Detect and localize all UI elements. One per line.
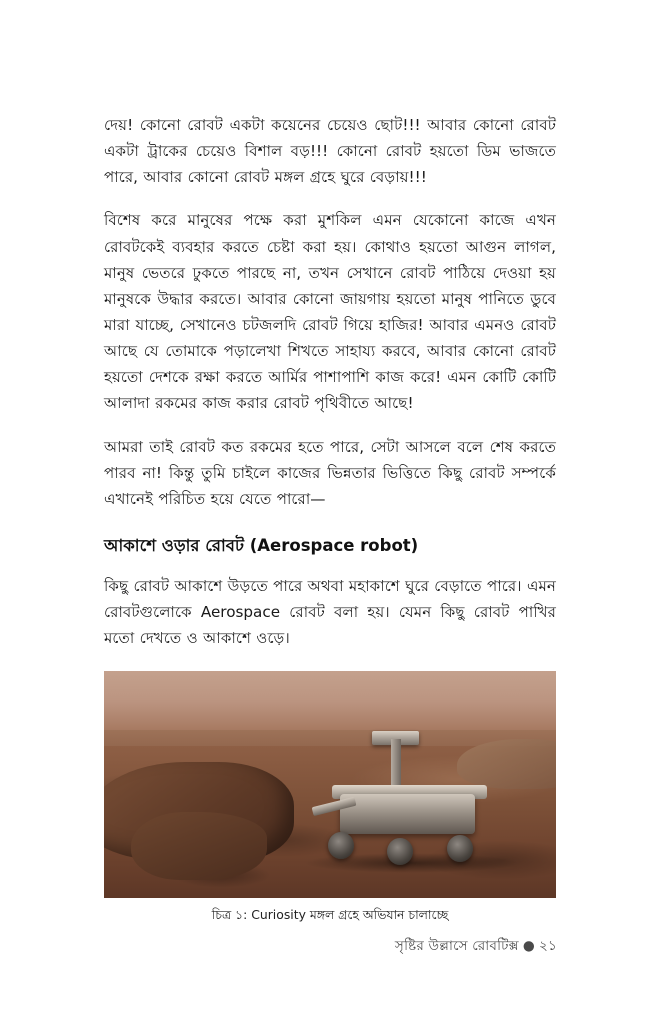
page-footer [395, 935, 557, 958]
rover-wheel [447, 835, 473, 862]
figure-caption: চিত্র ১: Curiosity মঙ্গল গ্রহে অভিযান চালাচ্ছে [211, 907, 449, 923]
rover-wheel [387, 838, 413, 865]
figure-block [104, 671, 556, 927]
footer-separator: ● [522, 938, 535, 954]
body-paragraph-1: দেয়! কোনো রোবট একটা কয়েনের চেয়েও ছোট!!! আবার কোনো রোবট একটা ট্রাকের চেয়েও বিশাল বড়!!! কোনো রোবট হয়তো ডিম ভাজতে পারে, আবার কোনো রোবট মঙ্গল গ্রহে ঘুরে বেড়ায়!!! [104, 116, 556, 187]
rover-mast [391, 739, 401, 790]
section-heading: আকাশে ওড়ার রোবট (Aerospace robot) [104, 535, 419, 555]
footer-book-title: সৃষ্টির উল্লাসে রোবটিক্স [394, 938, 519, 954]
mars-rover-photo [104, 671, 556, 898]
body-paragraph-3: আমরা তাই রোবট কত রকমের হতে পারে, সেটা আসলে বলে শেষ করতে পারব না! কিন্তু তুমি চাইলে কাজের ভিন্নতার ভিত্তিতে কিছু রোবট সম্পর্কে এখানেই পরিচিত হয়ে যেতে পারো— [104, 437, 556, 508]
body-paragraph-2: বিশেষ করে মানুষের পক্ষে করা মুশকিল এমন যেকোনো কাজে এখন রোবটকেই ব্যবহার করতে চেষ্টা করা হয়। কোথাও হয়তো আগুন লাগল, মানুষ ভেতরে ঢুকতে পারছে না, তখন সেখানে রোবট পাঠিয়ে দেওয়া হয় মানুষকে উদ্ধার করতে। আবার কোনো জায়গায় হয়তো মানুষ পানিতে ডুবে মারা যাচ্ছে, সেখানেও চটজলদি রোবট গিয়ে হাজির! আবার এমনও রোবট আছে যে তোমাকে পড়ালেখা শিখতে সাহায্য করবে, আবার কোনো রোবট হয়তো দেশকে রক্ষা করতে আর্মির পাশাপাশি কাজ করে! এমন কোটি কোটি আলাদা রকমের কাজ করার রোবট পৃথিবীতে আছে! [104, 211, 556, 413]
footer-page-number: ২১ [538, 938, 557, 954]
rover-body [340, 794, 475, 834]
rock-formation-left-lower [131, 812, 267, 880]
curiosity-rover [312, 728, 511, 871]
page-content [104, 112, 556, 927]
rover-wheel [328, 832, 354, 859]
body-paragraph-4: কিছু রোবট আকাশে উড়তে পারে অথবা মহাকাশে ঘুরে বেড়াতে পারে। এমন রোবটগুলোকে Aerospace রোবট বলা হয়। যেমন কিছু রোবট পাখির মতো দেখতে ও আকাশে ওড়ে। [104, 576, 556, 647]
